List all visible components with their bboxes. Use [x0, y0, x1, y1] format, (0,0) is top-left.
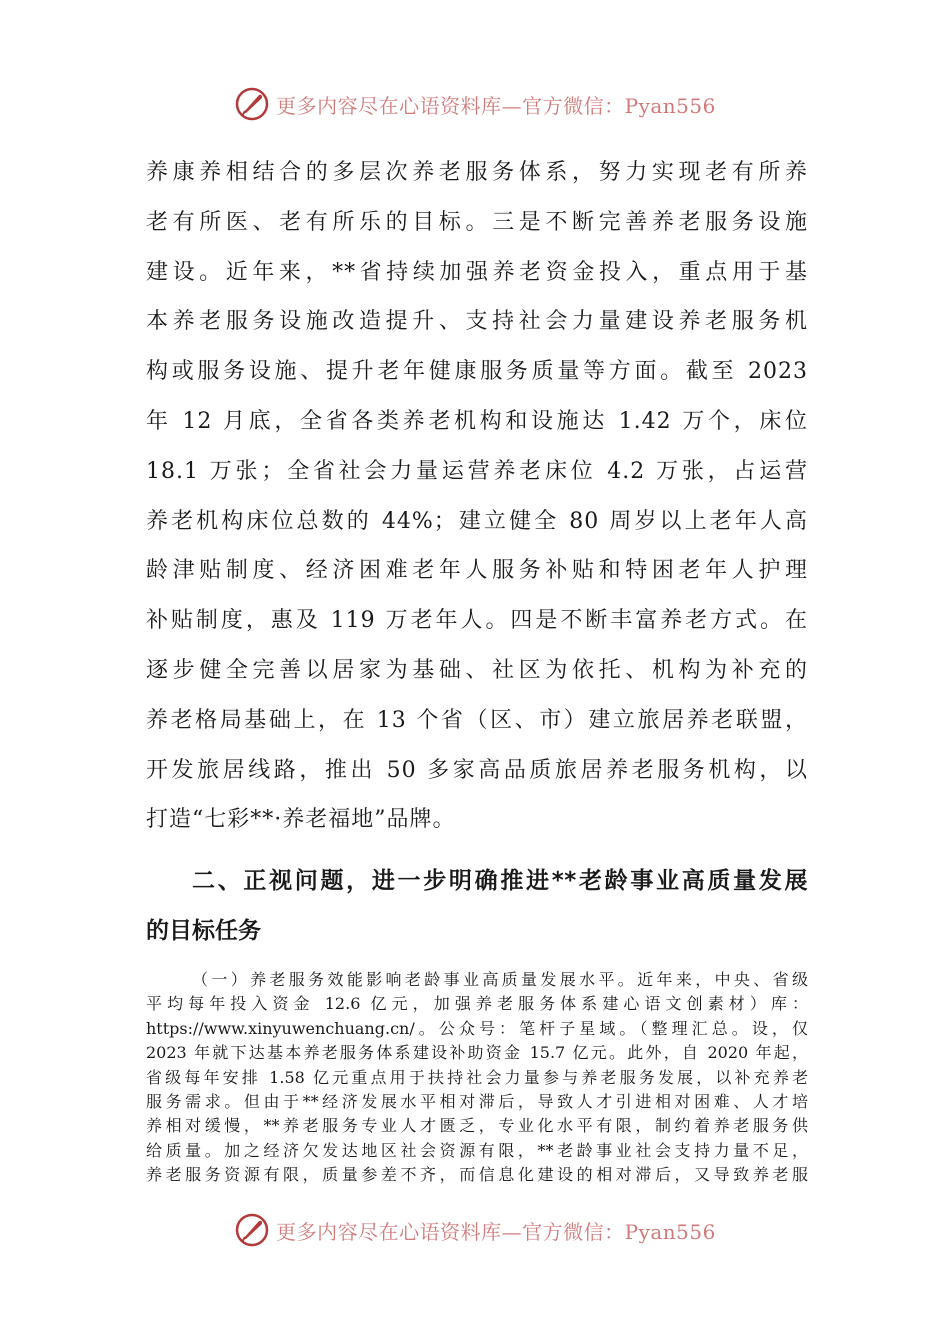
body-line: 逐步健全完善以居家为基础、社区为依托、机构为补充的 [146, 657, 808, 683]
subsection-line: 2023 年就下达基本养老服务体系建设补助资金 15.7 亿元。此外，自 2020 年起， [146, 1043, 808, 1063]
body-line: 打造“七彩**·养老福地”品牌。 [146, 807, 456, 833]
subsection-line: https://www.xinyuwenchuang.cn/。公众号：笔杆子星域。（整理汇总。设，仅 [146, 1018, 808, 1038]
body-line: 补贴制度，惠及 119 万老年人。四是不断丰富养老方式。在 [146, 608, 808, 634]
header-banner [0, 84, 950, 124]
subsection-paragraph [146, 968, 808, 1188]
subsection-line: 给质量。加之经济欠发达地区社会资源有限，**老龄事业社会支持力量不足， [146, 1140, 808, 1160]
subsection-line: 省级每年安排 1.58 亿元重点用于扶持社会力量参与养老服务发展，以补充养老 [146, 1067, 808, 1087]
body-line: 本养老服务设施改造提升、支持社会力量建设养老服务机 [146, 309, 808, 335]
subsection-line: 服务需求。但由于**经济发展水平相对滞后，导致人才引进相对困难、人才培 [146, 1091, 808, 1111]
body-line: 养老格局基础上，在 13 个省（区、市）建立旅居养老联盟， [146, 707, 808, 733]
quill-logo-icon [234, 1212, 270, 1248]
footer-banner-text: 更多内容尽在心语资料库—官方微信：Pyan556 [276, 1219, 716, 1244]
subsection-line: （一）养老服务效能影响老龄事业高质量发展水平。近年来，中央、省级 [192, 970, 808, 989]
body-line: 开发旅居线路，推出 50 多家高品质旅居养老服务机构，以 [146, 757, 808, 783]
body-line: 18.1 万张；全省社会力量运营养老床位 4.2 万张，占运营 [146, 458, 808, 484]
body-line: 老有所医、老有所乐的目标。三是不断完善养老服务设施 [146, 209, 808, 235]
quill-logo-icon [234, 86, 270, 122]
body-line: 龄津贴制度、经济困难老年人服务补贴和特困老年人护理 [146, 558, 808, 584]
header-banner-text: 更多内容尽在心语资料库—官方微信：Pyan556 [276, 93, 716, 118]
footer-banner [0, 1210, 950, 1250]
section-heading-line: 的目标任务 [146, 918, 261, 944]
subsection-line: 养老服务资源有限，质量参差不齐，而信息化建设的相对滞后，又导致养老服 [146, 1165, 808, 1185]
body-line: 年 12 月底，全省各类养老机构和设施达 1.42 万个，床位 [146, 408, 808, 434]
body-paragraph [146, 148, 808, 845]
body-line: 养老机构床位总数的 44%；建立健全 80 周岁以上老年人高 [146, 508, 808, 534]
body-line: 构或服务设施、提升老年健康服务质量等方面。截至 2023 [146, 359, 808, 385]
body-line: 建设。近年来，**省持续加强养老资金投入，重点用于基 [146, 259, 808, 285]
body-line: 养康养相结合的多层次养老服务体系，努力实现老有所养 [146, 160, 808, 185]
section-heading-line: 二、正视问题，进一步明确推进**老龄事业高质量发展 [192, 868, 808, 894]
section-heading [146, 856, 808, 956]
subsection-line: 平均每年投入资金 12.6 亿元，加强养老服务体系建心语文创素材）库： [146, 994, 808, 1014]
subsection-line: 养相对缓慢，**养老服务专业人才匮乏，专业化水平有限，制约着养老服务供 [146, 1116, 808, 1136]
